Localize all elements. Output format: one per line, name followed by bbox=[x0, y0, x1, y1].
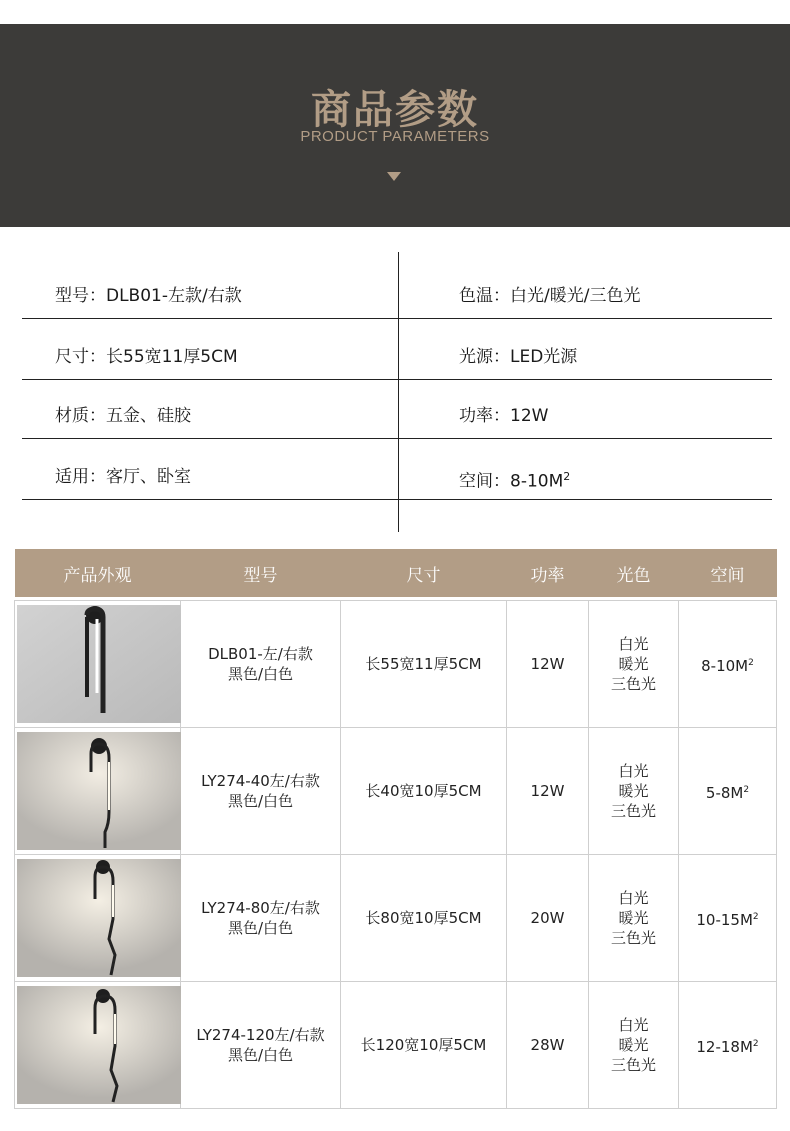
light-white: 白光 bbox=[618, 1016, 649, 1034]
model-cell bbox=[181, 728, 341, 855]
space-value: 8-10M bbox=[701, 656, 749, 675]
table-header-row bbox=[15, 549, 777, 597]
model-cell bbox=[181, 601, 341, 728]
table-row bbox=[15, 601, 777, 728]
spec-light-source: 光源：LED光源 bbox=[459, 347, 578, 367]
lamp-image-ly274-120 bbox=[17, 986, 181, 1104]
space-cell bbox=[679, 855, 777, 982]
space-cell bbox=[679, 982, 777, 1109]
table-row bbox=[15, 855, 777, 982]
header-size: 尺寸 bbox=[341, 549, 507, 597]
lamp-image-ly274-80 bbox=[17, 859, 181, 977]
spec-space-sup: 2 bbox=[563, 470, 571, 483]
product-image-cell bbox=[15, 601, 181, 728]
light-white: 白光 bbox=[618, 889, 649, 907]
light-tri: 三色光 bbox=[610, 929, 656, 947]
light-color-cell bbox=[589, 728, 679, 855]
size-cell: 长120宽10厚5CM bbox=[341, 982, 507, 1109]
size-cell: 长40宽10厚5CM bbox=[341, 728, 507, 855]
space-sup: 2 bbox=[748, 657, 754, 668]
model-name: LY274-80左/右款 bbox=[201, 899, 320, 917]
table-row bbox=[15, 728, 777, 855]
product-table bbox=[14, 549, 777, 1109]
light-tri: 三色光 bbox=[610, 802, 656, 820]
header-banner bbox=[0, 24, 790, 227]
spec-divider bbox=[22, 379, 772, 380]
light-white: 白光 bbox=[618, 635, 649, 653]
lamp-image-dlb01 bbox=[17, 605, 181, 723]
header-appearance: 产品外观 bbox=[15, 549, 181, 597]
spec-usage: 适用：客厅、卧室 bbox=[55, 467, 191, 487]
spec-grid bbox=[22, 252, 772, 532]
spec-divider bbox=[22, 318, 772, 319]
space-sup: 2 bbox=[752, 1038, 759, 1049]
light-white: 白光 bbox=[618, 762, 649, 780]
light-color-cell bbox=[589, 855, 679, 982]
spec-power: 功率：12W bbox=[459, 406, 549, 426]
spec-space-value: 空间：8-10M bbox=[459, 471, 564, 492]
table-row bbox=[15, 982, 777, 1109]
model-name: LY274-40左/右款 bbox=[201, 772, 320, 790]
power-cell: 28W bbox=[507, 982, 589, 1109]
product-image-cell bbox=[15, 728, 181, 855]
model-colors: 黑色/白色 bbox=[227, 919, 294, 937]
model-colors: 黑色/白色 bbox=[227, 1046, 294, 1064]
down-arrow-icon bbox=[387, 172, 401, 181]
power-cell: 12W bbox=[507, 601, 589, 728]
light-warm: 暖光 bbox=[618, 655, 649, 673]
header-space: 空间 bbox=[679, 549, 777, 597]
spec-color-temp: 色温：白光/暖光/三色光 bbox=[459, 286, 641, 306]
light-color-cell bbox=[589, 982, 679, 1109]
model-name: DLB01-左/右款 bbox=[208, 645, 313, 663]
model-cell bbox=[181, 982, 341, 1109]
space-cell bbox=[679, 728, 777, 855]
product-image-cell bbox=[15, 982, 181, 1109]
space-cell bbox=[679, 601, 777, 728]
page-subtitle: PRODUCT PARAMETERS bbox=[300, 128, 490, 145]
space-sup: 2 bbox=[743, 784, 750, 795]
spec-divider-vertical bbox=[398, 252, 399, 532]
size-cell: 长55宽11厚5CM bbox=[341, 601, 507, 728]
spec-divider bbox=[22, 438, 772, 439]
space-sup: 2 bbox=[752, 911, 759, 922]
light-tri: 三色光 bbox=[610, 1056, 656, 1074]
space-value: 5-8M bbox=[705, 783, 744, 802]
lamp-image-ly274-40 bbox=[17, 732, 181, 850]
spec-size: 尺寸：长55宽11厚5CM bbox=[55, 347, 238, 367]
space-value: 10-15M bbox=[696, 910, 753, 929]
spec-space bbox=[459, 466, 570, 493]
size-cell: 长80宽10厚5CM bbox=[341, 855, 507, 982]
power-cell: 12W bbox=[507, 728, 589, 855]
space-value: 12-18M bbox=[696, 1037, 753, 1056]
light-warm: 暖光 bbox=[618, 909, 649, 927]
light-color-cell bbox=[589, 601, 679, 728]
light-tri: 三色光 bbox=[610, 675, 656, 693]
header-model: 型号 bbox=[181, 549, 341, 597]
product-image-cell bbox=[15, 855, 181, 982]
power-cell: 20W bbox=[507, 855, 589, 982]
spec-model: 型号：DLB01-左款/右款 bbox=[55, 286, 242, 306]
model-colors: 黑色/白色 bbox=[227, 792, 294, 810]
header-power: 功率 bbox=[507, 549, 589, 597]
light-warm: 暖光 bbox=[618, 1036, 649, 1054]
light-warm: 暖光 bbox=[618, 782, 649, 800]
header-light-color: 光色 bbox=[589, 549, 679, 597]
model-name: LY274-120左/右款 bbox=[196, 1026, 325, 1044]
model-colors: 黑色/白色 bbox=[227, 665, 294, 683]
page-title: 商品参数 bbox=[311, 87, 479, 133]
spec-material: 材质：五金、硅胶 bbox=[55, 406, 191, 426]
spec-divider bbox=[22, 499, 772, 500]
model-cell bbox=[181, 855, 341, 982]
